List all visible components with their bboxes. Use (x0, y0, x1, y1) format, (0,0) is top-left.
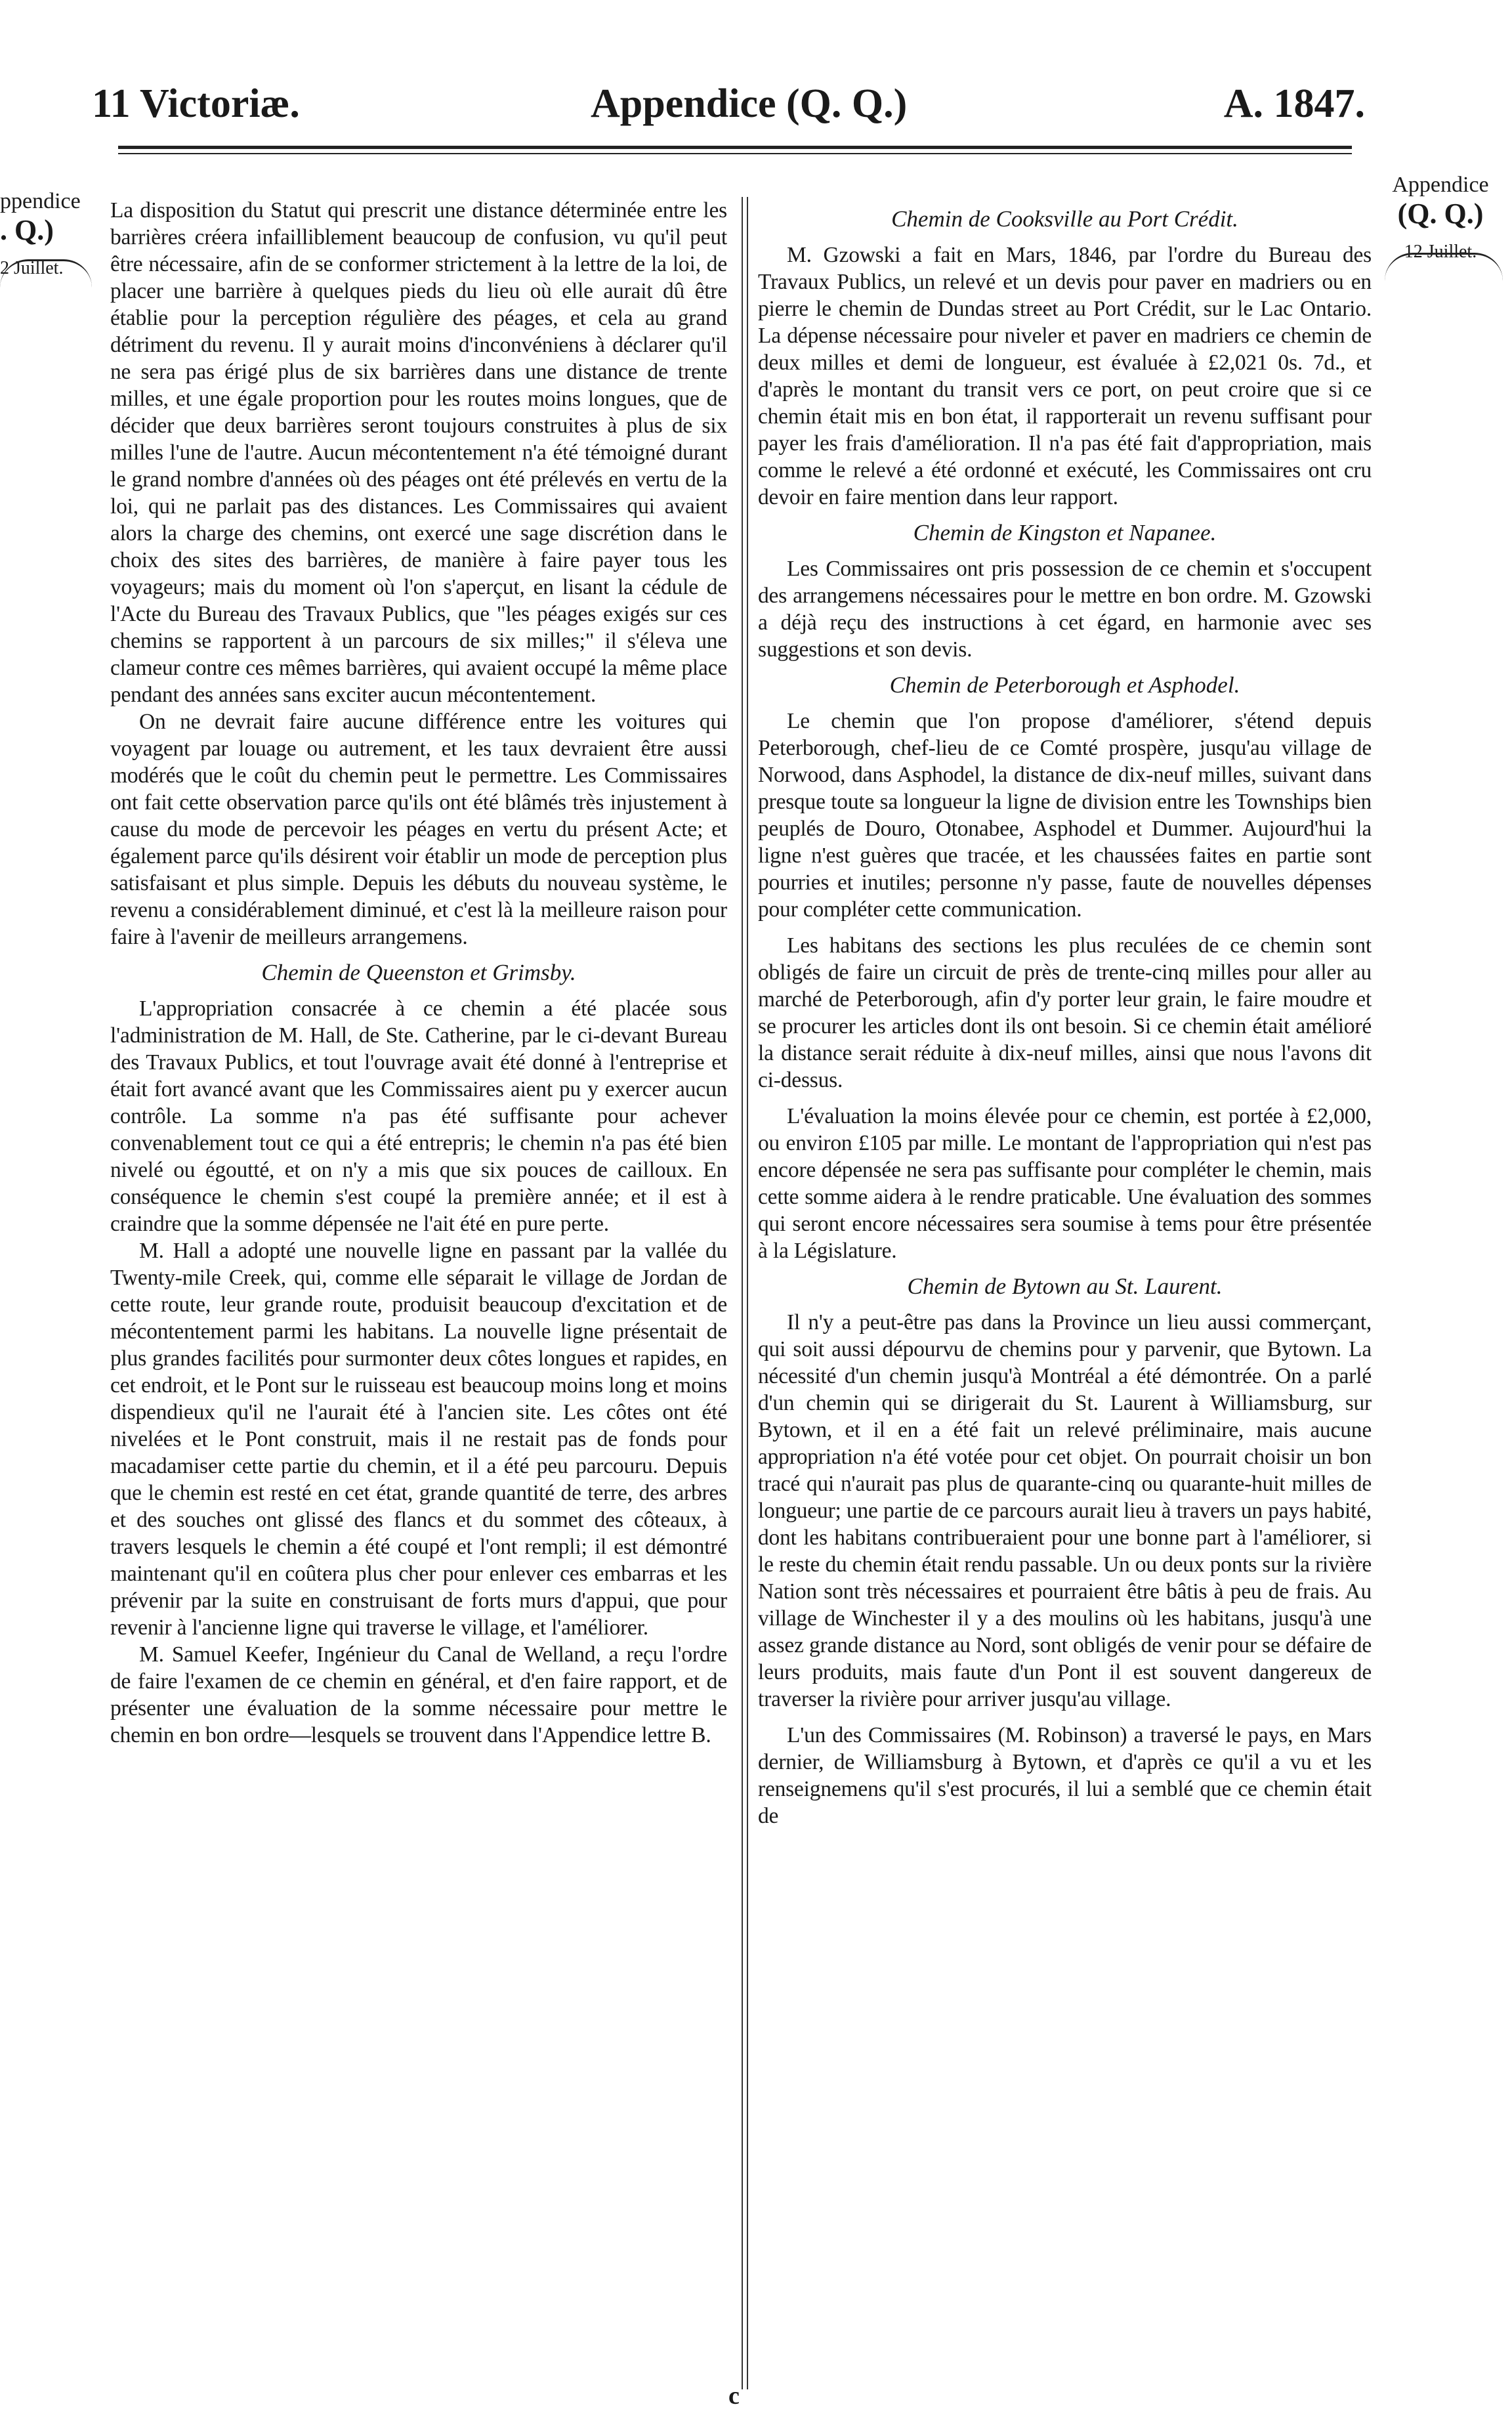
right-margin-date: 12 Juillet. (1404, 242, 1477, 262)
signature-mark: c (728, 2382, 740, 2410)
paragraph: L'évaluation la moins élevée pour ce chemin, est portée à £2,000, ou environ £105 par mille. Le montant de l'appropriation qui n'est pas encore dépensée ne sera pas suffisante pour compléter le chemin, mais cette somme aidera à le rendre praticable. Une évaluation des sommes qui seront encore nécessaires sera soumise à tems pour être présentée à la Législature. (758, 1104, 1372, 1263)
paragraph: M. Samuel Keefer, Ingénieur du Canal de Welland, a reçu l'ordre de faire l'examen de ce chemin en général, et d'en faire rapport, et de présenter une évaluation de la somme nécessaire pour mettre le chemin en bon ordre—lesquels se trouvent dans l'Appendice lettre B. (110, 1642, 727, 1747)
paragraph: L'un des Commissaires (M. Robinson) a traversé le pays, en Mars dernier, de Williamsburg à Bytown, et d'après ce qu'il a vu et les renseignemens qu'il s'est procurés, il lui a semblé que ce chemin était de (758, 1723, 1372, 1828)
left-margin-bracket (0, 259, 92, 288)
column-divider (742, 197, 748, 2389)
section-heading: Chemin de Bytown au St. Laurent. (907, 1273, 1223, 1299)
section-heading: Chemin de Queenston et Grimsby. (261, 960, 576, 985)
header-year: A. 1847. (1223, 81, 1365, 126)
paragraph: M. Hall a adopté une nouvelle ligne en passant par la vallée du Twenty-mile Creek, qui, comme elle séparait le village de Jordan de cette route, leur grande route, produisit beaucoup d'excitation et de mécontentement parmi les habitans. La nouvelle ligne présentait de plus grandes facilités pour surmonter deux côtes longues et rapides, en cet endroit, et le Pont sur le ruisseau est beaucoup moins long et moins dispendieux qu'il ne l'aurait été à l'ancien site. Les côtes ont été nivelées et le Pont construit, mais il ne restait pas de fonds pour macadamiser cette partie du chemin, et il a été peu parcouru. Depuis que le chemin est resté en cet état, grande quantité de terre, des arbres et des souches ont glissé des flancs et du sommet des côteaux, à travers lesquels le chemin a été coupé et l'ont rempli; il est démontré maintenant qu'il en coûtera plus cher pour enlever ces embarras et les prévenir par la suite en construisant de forts murs d'appui, que pour revenir à l'ancienne ligne qui traverse le village, et l'améliorer. (110, 1239, 727, 1640)
section-heading: Chemin de Cooksville au Port Crédit. (891, 206, 1238, 232)
left-column (110, 197, 727, 2383)
header-rule (118, 146, 1352, 154)
right-margin-bracket (1385, 253, 1503, 281)
left-margin-code: . Q.) (0, 214, 54, 246)
left-margin-label: ppendice (0, 189, 81, 213)
paragraph: M. Gzowski a fait en Mars, 1846, par l'ordre du Bureau des Travaux Publics, un relevé et un devis pour paver en madriers ou en pierre le chemin de Dundas street au Port Crédit, sur le Lac Ontario. La dépense nécessaire pour niveler et paver en madriers ce chemin de deux milles et demi de longueur, est évaluée à £2,021 0s. 7d., et d'après le montant du transit vers ce port, on peut croire que si ce chemin était mis en bon état, il rapporterait un revenu suffisant pour payer les frais d'amélioration. Il n'a pas été fait d'appropriation, mais comme le relevé a été ordonné et exécuté, les Commissaires ont cru devoir en faire mention dans leur rapport. (758, 243, 1372, 509)
paragraph: Le chemin que l'on propose d'améliorer, s'étend depuis Peterborough, chef-lieu de ce Comté prospère, jusqu'au village de Norwood, dans Asphodel, la distance de dix-neuf milles, suivant dans presque toute sa longueur la ligne de division entre les Townships bien peuplés de Douro, Otonabee, Asphodel et Dummer. Aujourd'hui la ligne n'est guères que tracée, et les chaussées faites en partie sont pourries et inutiles; personne n'y passe, faute de nouvelles dépenses pour compléter cette communication. (758, 709, 1372, 922)
paragraph: On ne devrait faire aucune différence entre les voitures qui voyagent par louage ou autrement, et les taux devraient être aussi modérés que le coût du chemin peut le permettre. Les Commissaires ont fait cette observation parce qu'ils ont été blâmés très injustement à cause du mode de percevoir les péages en vertu du présent Acte; et également parce qu'ils désirent voir établir un mode de perception plus satisfaisant et plus simple. Depuis les débuts du nouveau système, le revenu a considérablement diminué, et c'est là la meilleure raison pour faire à l'avenir de meilleurs arrangemens. (110, 710, 727, 949)
paragraph: Les habitans des sections les plus reculées de ce chemin sont obligés de faire un circuit de près de trente-cinq milles pour aller au marché de Peterborough, afin d'y porter leur grain, le faire moudre et se procurer les articles dont ils ont besoin. Si ce chemin était amélioré la distance serait réduite à dix-neuf milles, ainsi que nous l'avons dit ci-dessus. (758, 933, 1372, 1092)
right-margin-label: Appendice (1392, 173, 1489, 197)
right-column (758, 197, 1372, 2383)
header-appendix: Appendice (Q. Q.) (591, 81, 908, 126)
paragraph: Il n'y a peut-être pas dans la Province un lieu aussi commerçant, qui soit aussi dépourvu de chemins pour y parvenir, que Bytown. La nécessité d'un chemin jusqu'à Montréal a été démontrée. On a parlé d'un chemin qui se dirigerait du St. Laurent à Williamsburg, sur Bytown, et il en a été fait un relevé préliminaire, mais aucune appropriation n'a été votée pour cet objet. On pourrait choisir un bon tracé qui n'aurait pas plus de quarante-cinq ou quarante-huit milles de longueur; une partie de ce parcours aurait lieu à travers un pays habité, dont les habitans contribueraient pour une bonne part à l'améliorer, si le reste du chemin était rendu passable. Un ou deux ponts sur la rivière Nation sont très nécessaires et pourraient être bâtis à peu de frais. Au village de Winchester il y a des moulins où les habitans, jusqu'à une assez grande distance au Nord, sont obligés de venir pour se défaire de leurs produits, mais faute d'un Pont il est souvent dangereux de traverser la rivière pour arriver jusqu'au village. (758, 1310, 1372, 1711)
left-margin-date: 2 Juillet. (0, 258, 64, 278)
page-header (92, 77, 1365, 137)
paragraph: Les Commissaires ont pris possession de ce chemin et s'occupent des arrangemens nécessaires pour le mettre en bon ordre. M. Gzowski a déjà reçu des instructions à cet égard, en harmonie avec ses suggestions et son devis. (758, 557, 1372, 662)
section-heading: Chemin de Peterborough et Asphodel. (889, 672, 1240, 698)
paragraph: La disposition du Statut qui prescrit une distance déterminée entre les barrières créera infailliblement beaucoup de confusion, vu qu'il peut être nécessaire, afin de se conformer strictement à la lettre de la loi, de placer une barrière à quelques pieds du lieu où elle aurait dû être établie pour la perception régulière des péages, et cela au grand détriment du revenu. Il y aurait moins d'inconvéniens à déclarer qu'il ne sera pas érigé plus de six barrières dans une distance de trente milles, et une égale proportion pour les routes moins longues, que de décider que deux barrières seront toujours construites à plus de six milles l'une de l'autre. Aucun mécontentement n'a été témoigné durant le grand nombre d'années où des péages ont été prélevés en vertu de la loi, qui ne parlait pas des distances. Les Commissaires qui avaient alors la charge des chemins, ont exercé une sage discrétion dans le choix des sites des barrières, de manière à faire payer tous les voyageurs; mais du moment où l'on s'aperçut, en lisant la cédule de l'Acte du Bureau des Travaux Publics, que "les péages exigés sur ces chemins se rapportent à un parcours de six milles;" il s'éleva une clameur contre ces mêmes barrières, qui avaient occupé la même place pendant des années sans exciter aucun mécontentement. (110, 198, 727, 707)
paragraph: L'appropriation consacrée à ce chemin a été placée sous l'administration de M. Hall, de Ste. Catherine, par le ci-devant Bureau des Travaux Publics, et tout l'ouvrage avait été donné à l'entreprise et était fort avancé avant que les Commissaires aient pu y exercer aucun contrôle. La somme n'a pas été suffisante pour achever convenablement tout ce qui a été entrepris; le chemin n'a pas été bien nivelé ou égoutté, et on n'y a mis que six pouces de cailloux. En conséquence le chemin s'est coupé la première année; et il est à craindre que la somme dépensée ne l'ait été en pure perte. (110, 996, 727, 1236)
right-margin-code: (Q. Q.) (1397, 198, 1484, 230)
header-session: 11 Victoriæ. (92, 81, 300, 126)
section-heading: Chemin de Kingston et Napanee. (913, 520, 1217, 545)
